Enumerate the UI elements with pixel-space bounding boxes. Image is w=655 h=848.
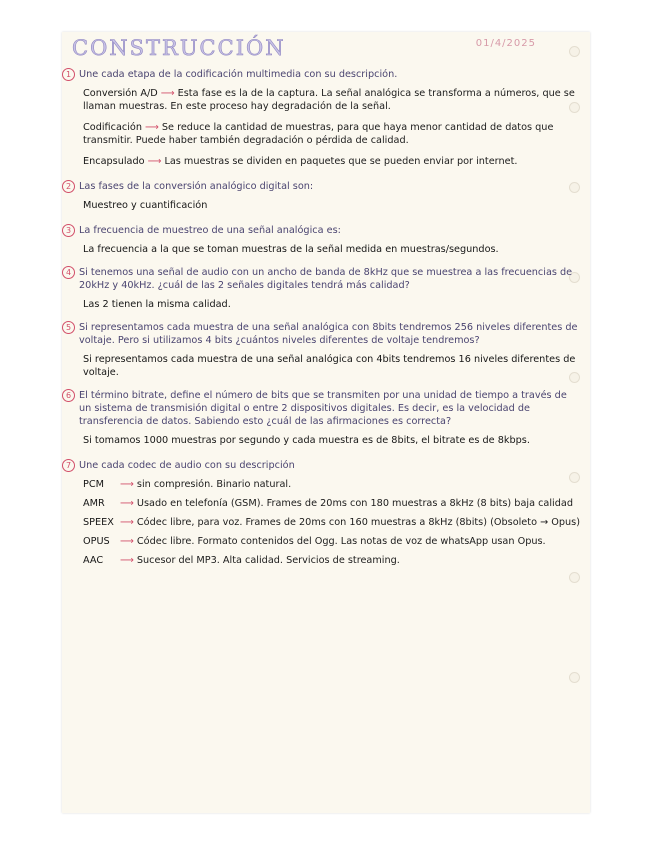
codec-name: SPEEX — [83, 517, 114, 528]
match-term: Conversión A/D — [83, 88, 158, 99]
answer-text: Muestreo y cuantificación — [83, 200, 208, 211]
arrow-right-icon: ⟶ — [120, 479, 134, 490]
question-text: Une cada codec de audio con su descripción — [79, 460, 295, 471]
arrow-right-icon: ⟶ — [120, 498, 134, 509]
margin-hole — [569, 672, 580, 683]
codec-pair — [62, 478, 580, 491]
notebook-page — [62, 32, 590, 813]
codec-name: OPUS — [83, 536, 110, 547]
question-text: Une cada etapa de la codificación multimedia con su descripción. — [79, 69, 398, 80]
question-number: 6 — [62, 389, 75, 402]
match-term: Encapsulado — [83, 156, 145, 167]
codec-pair — [62, 497, 580, 510]
codec-description: Sucesor del MP3. Alta calidad. Servicios de streaming. — [136, 555, 400, 566]
question-5 — [62, 321, 578, 347]
answer-text: Si representamos cada muestra de una señal analógica con 4bits tendremos 16 niveles diferentes de voltaje. — [83, 354, 576, 378]
arrow-right-icon: ⟶ — [120, 555, 134, 566]
question-4 — [62, 266, 578, 292]
arrow-right-icon: ⟶ — [144, 122, 159, 133]
match-description: Las muestras se dividen en paquetes que se pueden enviar por internet. — [164, 156, 518, 167]
codec-pair — [62, 554, 580, 567]
codec-description: Códec libre. Formato contenidos del Ogg. Las notas de voz de whatsApp usan Opus. — [136, 536, 546, 547]
question-6 — [62, 389, 578, 428]
question-2 — [62, 180, 578, 193]
codec-pair — [62, 535, 580, 548]
match-pair — [62, 155, 580, 168]
question-number: 2 — [62, 180, 75, 193]
question-number: 7 — [62, 459, 75, 472]
codec-name: AMR — [83, 498, 105, 509]
codec-description: sin compresión. Binario natural. — [136, 479, 292, 490]
question-3 — [62, 224, 578, 237]
question-text: El término bitrate, define el número de bits que se transmiten por una unidad de tiempo a través de un sistema de transmisión digital o entre 2 dispositivos digitales. Es decir, es la velocidad de transferencia de datos. Sabiendo esto ¿cuál de las afirmaciones es correcta? — [79, 390, 567, 427]
question-number: 5 — [62, 321, 75, 334]
question-text: Si representamos cada muestra de una señal analógica con 8bits tendremos 256 niveles diferentes de voltaje. Pero si utilizamos 4 bits ¿cuántos niveles diferentes de voltaje tendremos? — [79, 322, 578, 346]
question-number: 4 — [62, 266, 75, 279]
codec-description: Códec libre, para voz. Frames de 20ms con 160 muestras a 8kHz (8bits) (Obsoleto → Opus) — [136, 517, 581, 528]
question-number: 1 — [62, 68, 75, 81]
match-term: Codificación — [83, 122, 142, 133]
arrow-right-icon: ⟶ — [120, 517, 134, 528]
codec-name: PCM — [83, 479, 104, 490]
question-text: La frecuencia de muestreo de una señal analógica es: — [79, 225, 341, 236]
codec-name: AAC — [83, 555, 104, 566]
margin-hole — [569, 572, 580, 583]
question-7 — [62, 459, 578, 472]
arrow-right-icon: ⟶ — [160, 88, 175, 99]
match-pair — [62, 87, 580, 113]
page-title: CONSTRUCCIÓN — [72, 36, 286, 60]
answer-text: La frecuencia a la que se toman muestras de la señal medida en muestras/segundos. — [83, 244, 499, 255]
arrow-right-icon: ⟶ — [147, 156, 162, 167]
codec-description: Usado en telefonía (GSM). Frames de 20ms con 180 muestras a 8kHz (8 bits) baja calidad — [136, 498, 573, 509]
margin-hole — [569, 46, 580, 57]
answer-text: Si tomamos 1000 muestras por segundo y cada muestra es de 8bits, el bitrate es de 8kbps. — [83, 435, 530, 446]
codec-pair — [62, 516, 580, 529]
notes-content — [62, 68, 590, 567]
page-date: 01/4/2025 — [475, 38, 536, 49]
arrow-right-icon: ⟶ — [120, 536, 134, 547]
match-pair — [62, 121, 580, 147]
answer-text: Las 2 tienen la misma calidad. — [83, 299, 231, 310]
question-text: Si tenemos una señal de audio con un ancho de banda de 8kHz que se muestrea a las frecuencias de 20kHz y 40kHz. ¿cuál de las 2 señales digitales tendrá más calidad? — [79, 267, 573, 291]
question-text: Las fases de la conversión analógico digital son: — [79, 181, 314, 192]
match-description: Esta fase es la de la captura. La señal analógica se transforma a números, que se llaman muestras. En este proceso hay degradación de la señal. — [83, 88, 575, 112]
question-1 — [62, 68, 578, 81]
question-number: 3 — [62, 224, 75, 237]
match-description: Se reduce la cantidad de muestras, para que haya menor cantidad de datos que transmitir. Puede haber también degradación o pérdida de calidad. — [83, 122, 554, 146]
